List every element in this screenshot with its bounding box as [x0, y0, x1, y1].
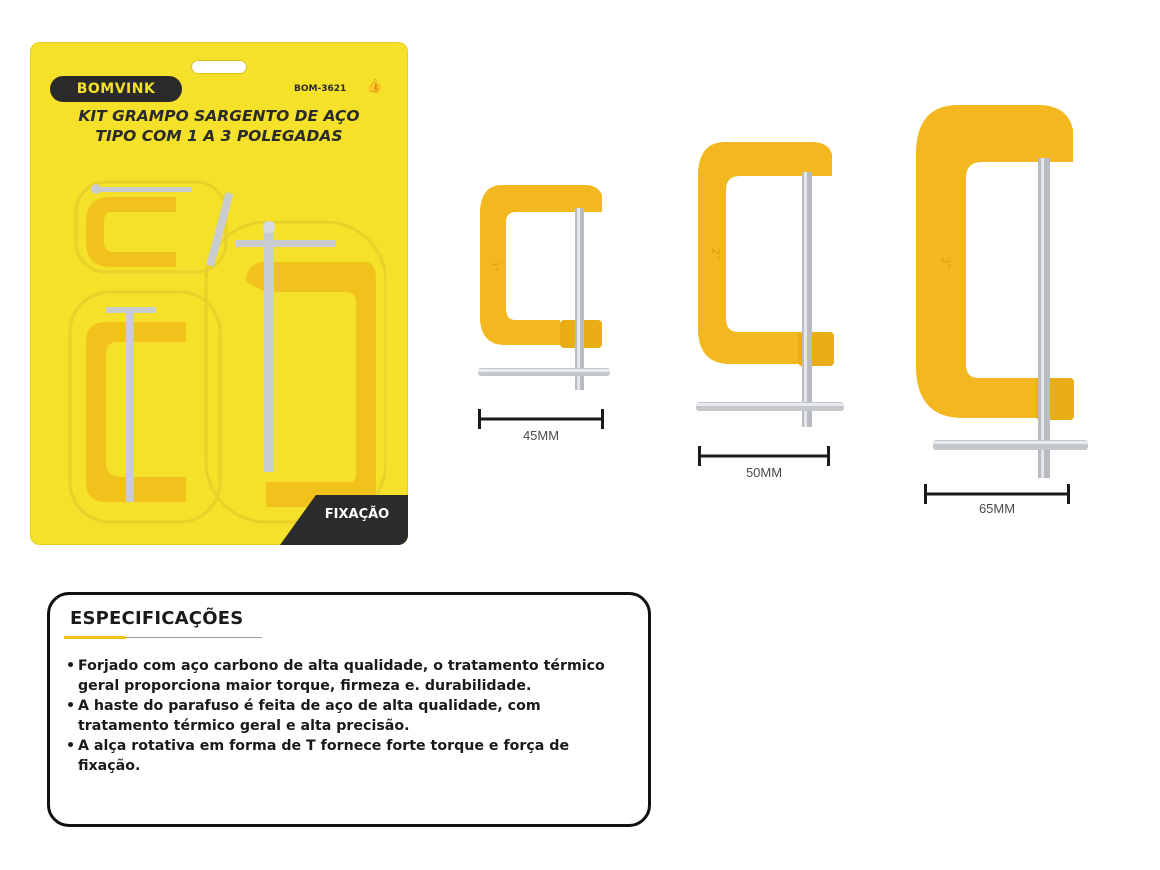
- package-title-line2: TIPO COM 1 A 3 POLEGADAS: [95, 127, 343, 145]
- package-title-line1: KIT GRAMPO SARGENTO DE AÇO: [78, 107, 360, 125]
- clamp-45mm: [470, 170, 615, 395]
- thumbs-up-icon: 👍: [366, 79, 383, 94]
- svg-text:2": 2": [709, 248, 722, 261]
- package-tag-label: FIXAÇÃO: [324, 507, 390, 522]
- spec-item: • A haste do parafuso é feita de aço de alta qualidade, com tratamento térmico geral e alta precisão.: [66, 696, 636, 736]
- spec-item: • A alça rotativa em forma de T fornece forte torque e força de fixação.: [66, 736, 636, 776]
- clamp-50mm: [690, 132, 850, 430]
- package-title: [30, 106, 408, 146]
- dimension-bar-45mm: [478, 409, 604, 429]
- specifications-title: ESPECIFICAÇÕES: [70, 608, 244, 629]
- model-number: BOM-3621: [294, 84, 347, 94]
- size-label-65mm: 65MM: [978, 501, 1016, 516]
- package-clamps-illustration: [66, 162, 386, 532]
- product-package: [30, 42, 408, 545]
- specifications-list: [66, 656, 636, 776]
- dimension-bar-50mm: [698, 446, 830, 466]
- title-underline-accent: [64, 636, 126, 639]
- clamp-65mm: [908, 100, 1088, 480]
- brand-logo: BOMVINK: [52, 78, 180, 100]
- size-label-45mm: 45MM: [522, 428, 560, 443]
- size-label-50mm: 50MM: [745, 465, 783, 480]
- title-underline-rule: [126, 637, 262, 638]
- svg-text:1": 1": [489, 261, 500, 272]
- svg-text:3": 3": [939, 256, 953, 270]
- spec-item: • Forjado com aço carbono de alta qualidade, o tratamento térmico geral proporciona maior torque, firmeza e. durabilidade.: [66, 656, 636, 696]
- hang-hole: [191, 60, 247, 74]
